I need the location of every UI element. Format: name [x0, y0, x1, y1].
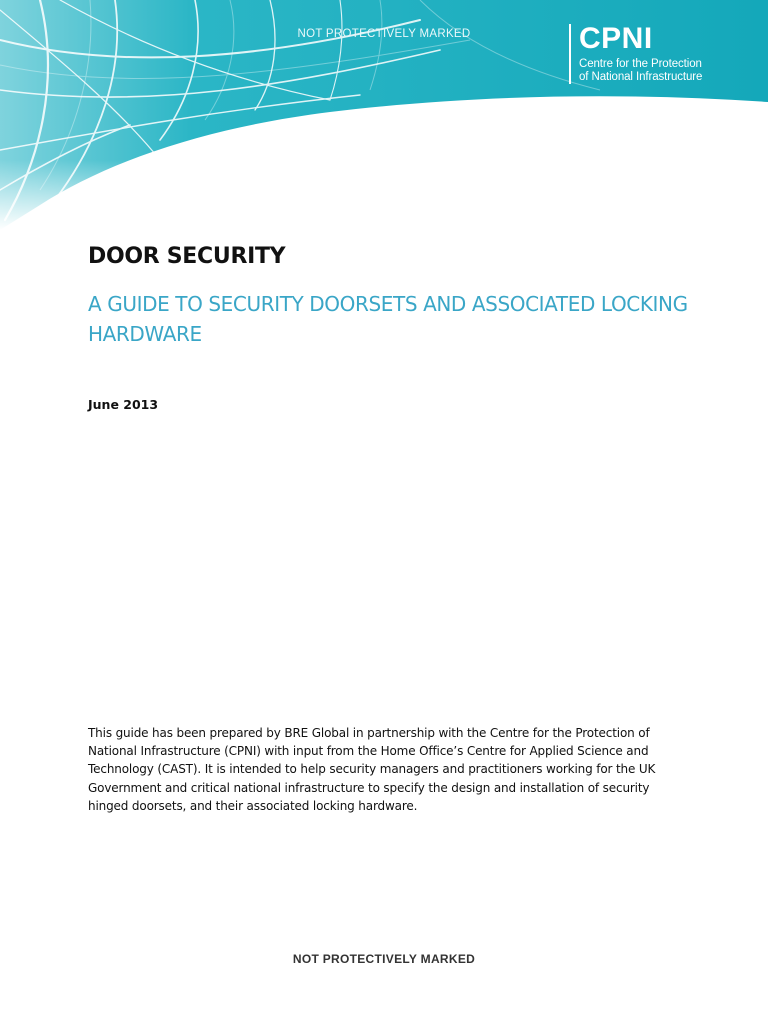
logo-name-line1: Centre for the Protection — [579, 58, 702, 70]
introduction-paragraph: This guide has been prepared by BRE Global in partnership with the Centre for the Protection of National Infrastructure (CPNI) with input from the Home Office’s Centre for Applied Science and Technology (CAST). It is intended to help security managers and practitioners working for the UK Government and critical national infrastructure to specify the design and installation of security hinged doorsets, and their associated locking hardware. — [88, 726, 656, 813]
document-title: DOOR SECURITY — [88, 244, 286, 269]
logo-name-line2: of National Infrastructure — [579, 71, 703, 83]
logo-text — [579, 24, 702, 84]
logo-divider — [569, 24, 571, 84]
document-subtitle: A GUIDE TO SECURITY DOORSETS AND ASSOCIATED LOCKING HARDWARE — [88, 292, 688, 346]
footer-classification-marking: NOT PROTECTIVELY MARKED — [292, 952, 476, 966]
cpni-logo — [569, 24, 702, 86]
document-date: June 2013 — [88, 397, 159, 412]
header-classification-marking: NOT PROTECTIVELY MARKED — [297, 28, 471, 40]
logo-abbreviation: CPNI — [579, 22, 653, 55]
